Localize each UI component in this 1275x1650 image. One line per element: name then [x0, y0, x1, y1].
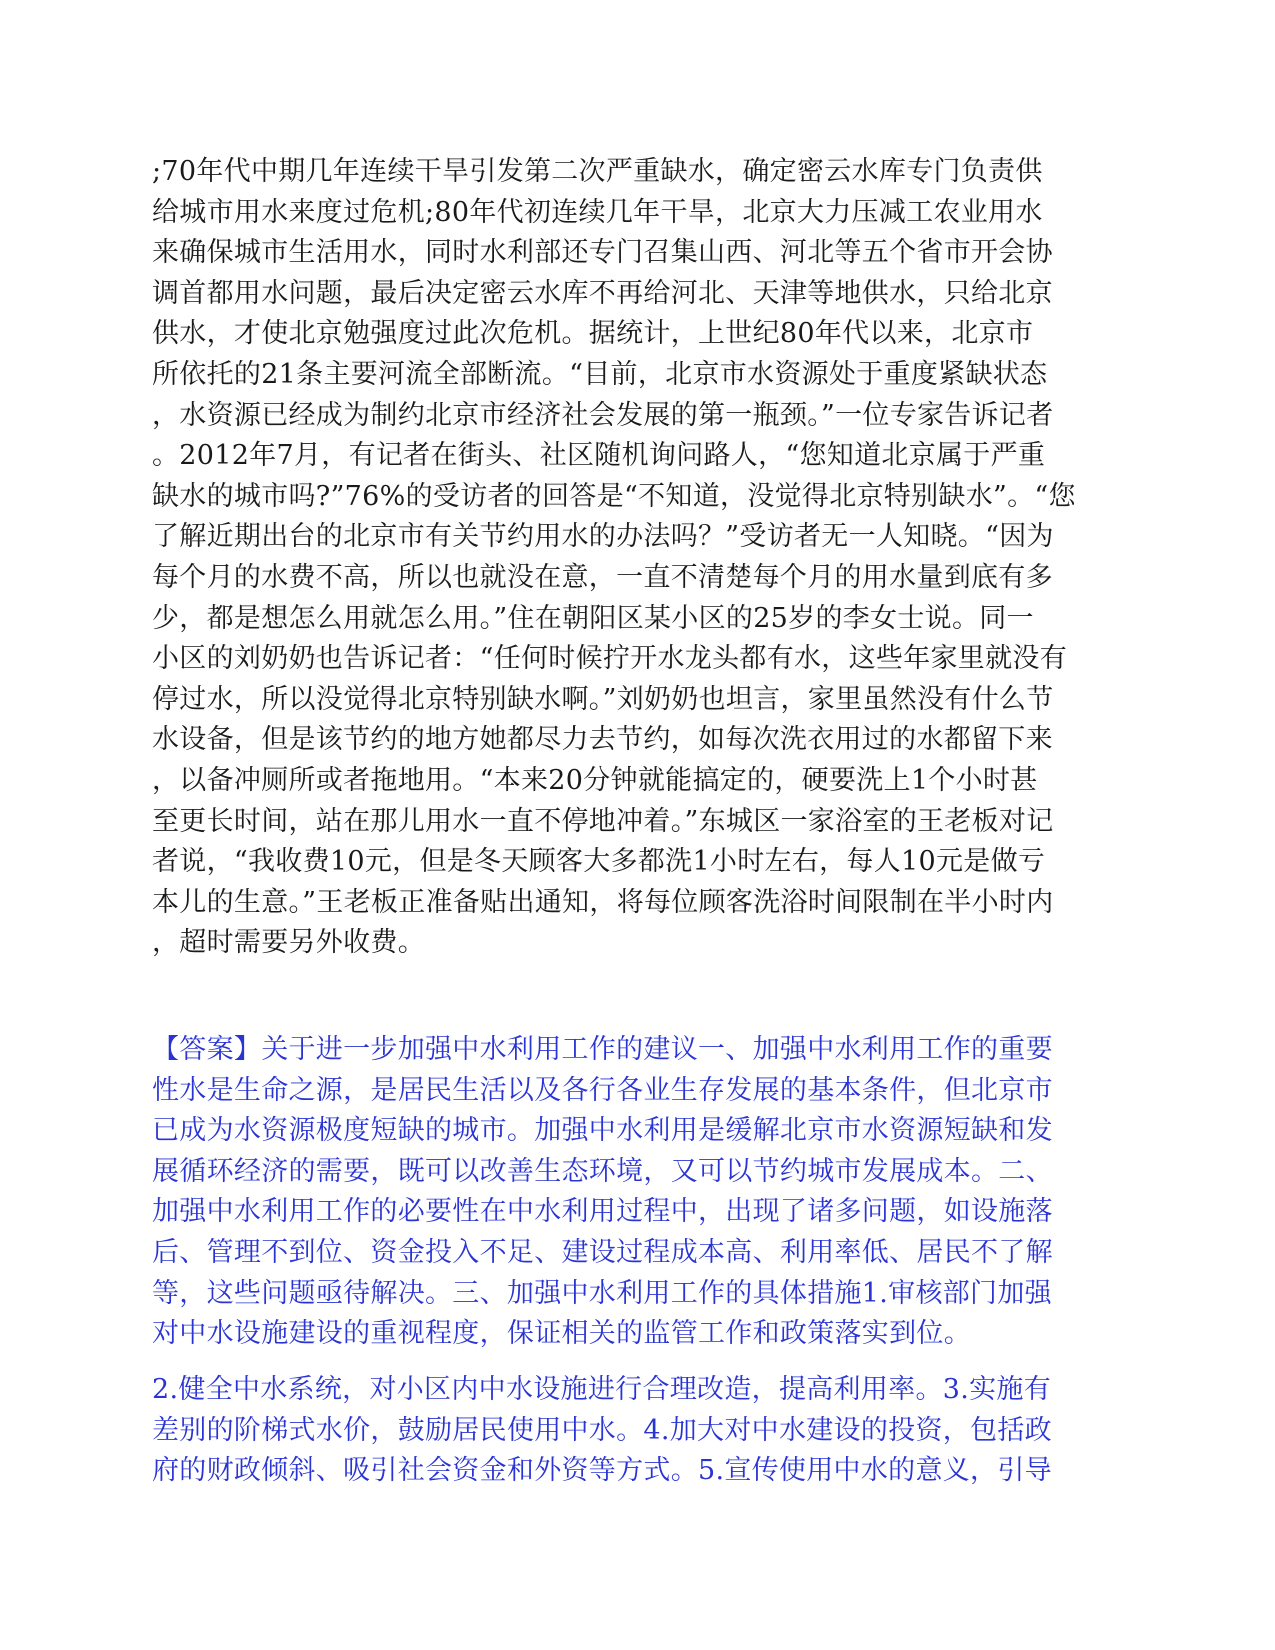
text-line: 供水，才使北京勉强度过此次危机。据统计，上世纪80年代以来，北京市 [152, 318, 1034, 350]
answer-section [152, 1030, 1124, 1355]
text-line: 缺水的城市吗?”76%的受访者的回答是“不知道，没觉得北京特别缺水”。“您 [152, 480, 1076, 512]
answer-line: 府的财政倾斜、吸引社会资金和外资等方式。5.宣传使用中水的意义，引导 [152, 1455, 1052, 1487]
answer-line: 加强中水利用工作的必要性在中水利用过程中，出现了诸多问题，如设施落 [152, 1196, 1053, 1228]
text-line: 来确保城市生活用水，同时水利部还专门召集山西、河北等五个省市开会协 [152, 237, 1053, 269]
text-line: ，以备冲厕所或者拖地用。“本来20分钟就能搞定的，硬要洗上1个小时甚 [152, 764, 1038, 796]
text-line: 少，都是想怎么用就怎么用。”住在朝阳区某小区的25岁的李女士说。同一 [152, 602, 1034, 634]
text-line: 水设备，但是该节约的地方她都尽力去节约，如每次洗衣用过的水都留下来 [152, 724, 1053, 756]
text-line: 至更长时间，站在那儿用水一直不停地冲着。”东城区一家浴室的王老板对记 [152, 805, 1054, 837]
text-line: ，水资源已经成为制约北京市经济社会发展的第一瓶颈。”一位专家告诉记者 [152, 399, 1054, 431]
text-line: 了解近期出台的北京市有关节约用水的办法吗？”受访者无一人知晓。“因为 [152, 521, 1054, 553]
answer-section-continued [152, 1370, 1124, 1492]
answer-line: 2.健全中水系统，对小区内中水设施进行合理改造，提高利用率。3.实施有 [152, 1374, 1052, 1405]
text-line: 停过水，所以没觉得北京特别缺水啊。”刘奶奶也坦言，家里虽然没有什么节 [152, 683, 1054, 715]
text-line: 给城市用水来度过危机;80年代初连续几年干旱，北京大力压减工农业用水 [152, 196, 1043, 228]
text-line: 调首都用水问题，最后决定密云水库不再给河北、天津等地供水，只给北京 [152, 277, 1053, 309]
answer-line: 后、管理不到位、资金投入不足、建设过程成本高、利用率低、居民不了解 [152, 1236, 1053, 1268]
article-body [152, 152, 1124, 964]
text-line: 本儿的生意。”王老板正准备贴出通知，将每位顾客洗浴时间限制在半小时内 [152, 886, 1054, 918]
text-line: 所依托的21条主要河流全部断流。“目前，北京市水资源处于重度紧缺状态 [152, 358, 1048, 390]
text-line: 小区的刘奶奶也告诉记者：“任何时候拧开水龙头都有水，这些年家里就没有 [152, 643, 1068, 675]
answer-line: 展循环经济的需要，既可以改善生态环境，又可以节约城市发展成本。二、 [152, 1155, 1053, 1187]
answer-line: 差别的阶梯式水价，鼓励居民使用中水。4.加大对中水建设的投资，包括政 [152, 1414, 1052, 1446]
text-line: 每个月的水费不高，所以也就没在意，一直不清楚每个月的用水量到底有多 [152, 561, 1053, 593]
answer-line: 等，这些问题亟待解决。三、加强中水利用工作的具体措施1.审核部门加强 [152, 1277, 1052, 1309]
text-line: 。2012年7月，有记者在街头、社区随机询问路人，“您知道北京属于严重 [152, 440, 1046, 472]
text-line: ，超时需要另外收费。 [152, 927, 425, 959]
answer-line: 性水是生命之源，是居民生活以及各行各业生存发展的基本条件，但北京市 [152, 1074, 1053, 1106]
text-line: ;70年代中期几年连续干旱引发第二次严重缺水，确定密云水库专门负责供 [152, 156, 1043, 187]
answer-line: 【答案】关于进一步加强中水利用工作的建议一、加强中水利用工作的重要 [152, 1034, 1053, 1065]
text-line: 者说，“我收费10元，但是冬天顾客大多都洗1小时左右，每人10元是做亏 [152, 846, 1046, 878]
answer-line: 对中水设施建设的重视程度，保证相关的监管工作和政策落实到位。 [152, 1318, 971, 1350]
answer-line: 已成为水资源极度短缺的城市。加强中水利用是缓解北京市水资源短缺和发 [152, 1115, 1053, 1147]
